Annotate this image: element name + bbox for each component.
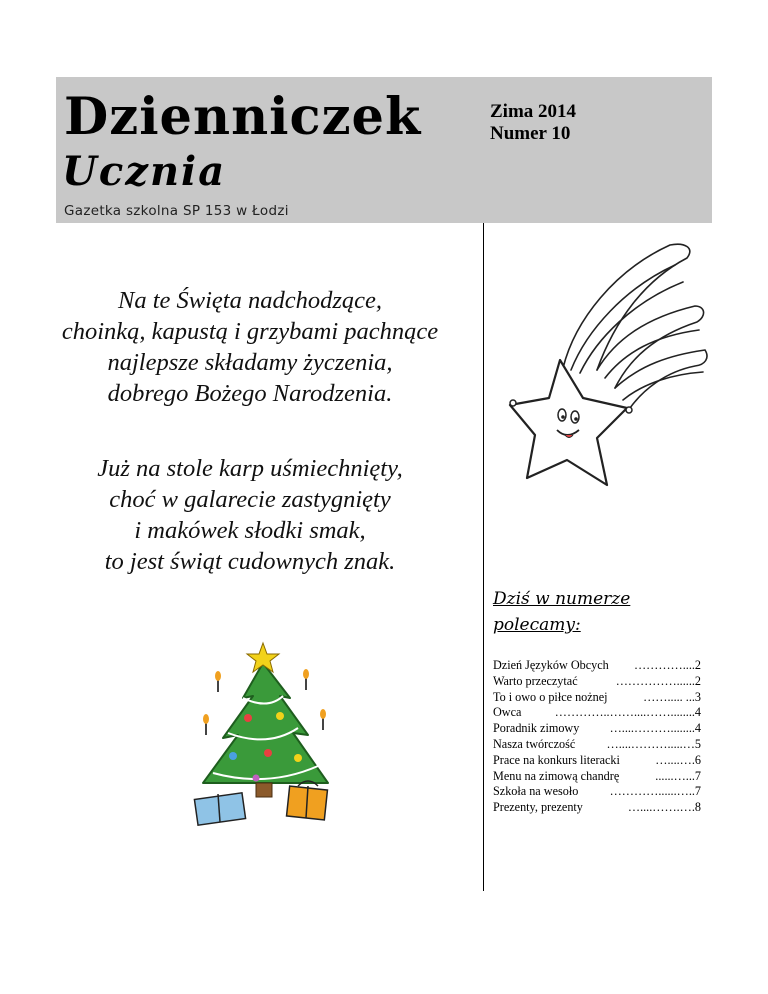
toc-item-page: …………......…..7 — [609, 784, 701, 799]
toc-item-title: Owca — [493, 705, 522, 720]
issue-number: Numer 10 — [490, 123, 571, 144]
toc-item[interactable] — [493, 769, 701, 785]
poem-line: dobrego Bożego Narodzenia. — [107, 380, 393, 407]
toc-item[interactable] — [493, 753, 701, 769]
toc-item-title: Prezenty, prezenty — [493, 800, 583, 815]
toc-item-page: ......…...7 — [655, 768, 701, 783]
poem-line: Na te Święta nadchodzące, — [117, 287, 382, 314]
toc-item-page: …………....2 — [633, 658, 701, 672]
column-divider — [483, 223, 484, 891]
christmas-tree-icon — [188, 638, 353, 828]
masthead — [56, 77, 712, 223]
poem-stanza-2 — [40, 453, 460, 577]
poem-line: Już na stole karp uśmiechnięty, — [97, 455, 403, 482]
toc-heading — [493, 586, 630, 638]
toc-heading-line: Dziś w numerze — [493, 589, 631, 609]
toc-item[interactable] — [493, 800, 701, 816]
toc-item[interactable] — [493, 705, 701, 721]
toc-item-title: To i owo o piłce nożnej — [493, 689, 608, 704]
toc-item[interactable] — [493, 721, 701, 737]
issue-info — [490, 101, 576, 145]
toc-item[interactable] — [493, 658, 701, 674]
toc-item-page: …....………........4 — [609, 721, 701, 736]
toc-item-title: Nasza twórczość — [493, 736, 576, 751]
toc-item-page: …....……….....…5 — [606, 736, 701, 751]
toc-item-page: …....….6 — [655, 752, 701, 767]
toc-item-title: Poradnik zimowy — [493, 721, 580, 736]
toc-item-title: Prace na konkurs literacki — [493, 752, 620, 767]
toc-item-title: Szkoła na wesoło — [493, 784, 579, 799]
toc-item-title: Menu na zimową chandrę — [493, 768, 620, 783]
poem-line: i makówek słodki smak, — [134, 517, 366, 544]
toc-item[interactable] — [493, 784, 701, 800]
toc-item-title: Warto przeczytać — [493, 673, 578, 688]
toc-item-title: Dzień Języków Obcych — [493, 658, 609, 672]
toc-item-page: …....…….….8 — [627, 800, 701, 815]
toc-item[interactable] — [493, 674, 701, 690]
toc-item-page: …………..……....……........4 — [554, 705, 701, 720]
table-of-contents — [493, 658, 701, 816]
poem-line: najlepsze składamy życzenia, — [107, 349, 393, 376]
shooting-star-icon — [505, 240, 710, 505]
toc-heading-line: polecamy: — [493, 615, 581, 635]
poem-line: choinką, kapustą i grzybami pachnące — [61, 318, 439, 345]
toc-item[interactable] — [493, 737, 701, 753]
newspaper-title-second-line: Ucznia — [62, 148, 227, 195]
poem-line: to jest świąt cudownych znak. — [104, 548, 396, 575]
newspaper-title: Dzienniczek — [64, 87, 422, 147]
toc-item-page: ……………......2 — [615, 673, 701, 688]
poem-line: choć w galarecie zastygnięty — [109, 486, 391, 513]
newspaper-subtitle: Gazetka szkolna SP 153 w Łodzi — [64, 203, 289, 219]
toc-item[interactable] — [493, 690, 701, 706]
poem-stanza-1 — [40, 285, 460, 409]
toc-item-page: ……..... ...3 — [643, 689, 701, 704]
issue-season: Zima 2014 — [490, 101, 577, 122]
